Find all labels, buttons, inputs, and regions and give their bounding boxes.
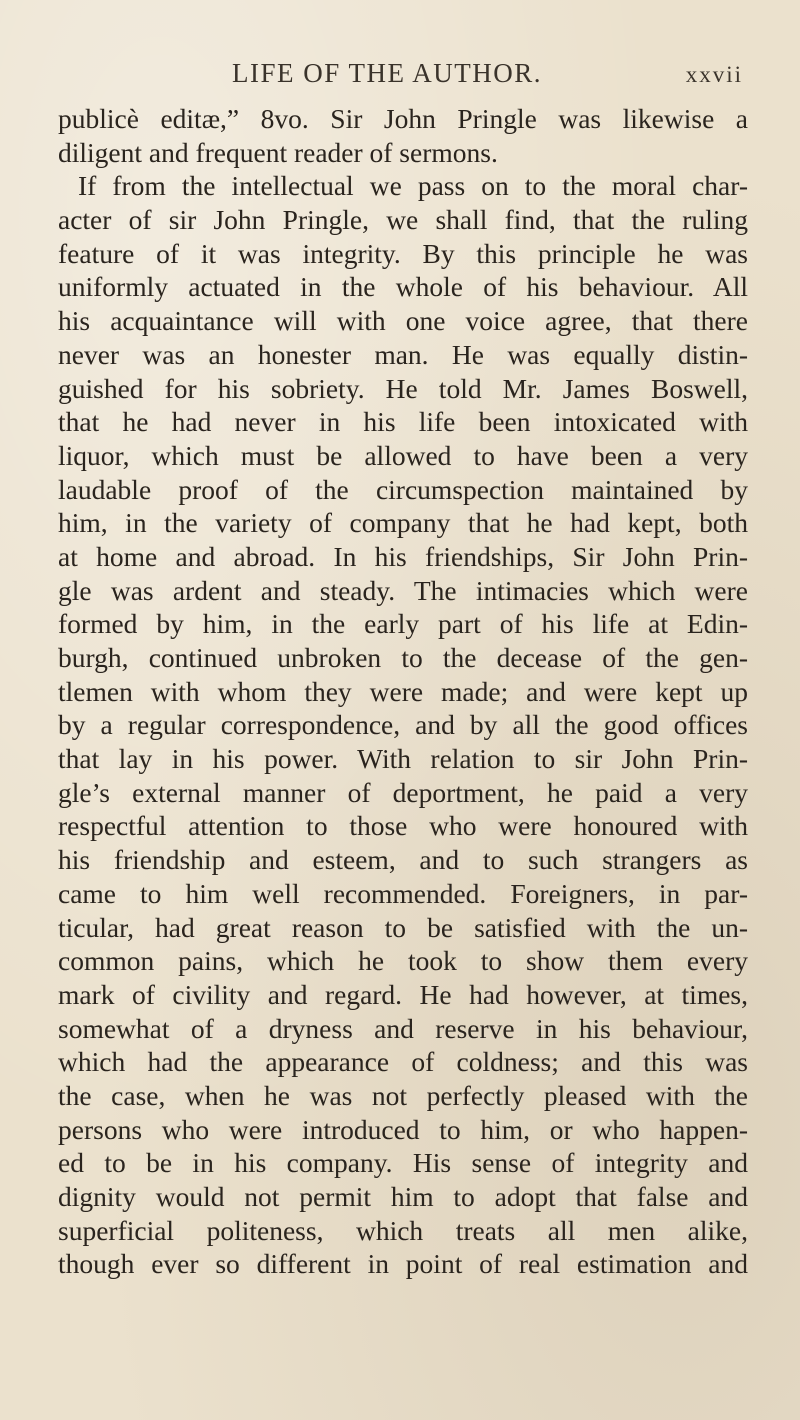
- text-line: common pains, which he took to show them every: [58, 945, 748, 977]
- text-line: uniformly actuated in the whole of his behaviour. All: [58, 271, 748, 303]
- text-line: acter of sir John Pringle, we shall find, that the ruling: [58, 204, 748, 236]
- text-line: guished for his sobriety. He told Mr. James Boswell,: [58, 372, 748, 404]
- text-line: gle’s external manner of deportment, he paid a very: [58, 776, 748, 808]
- text-line: feature of it was integrity. By this principle he was: [58, 237, 748, 269]
- text-line: ed to be in his company. His sense of integrity and: [58, 1147, 748, 1179]
- text-line: diligent and frequent reader of sermons.: [58, 136, 498, 168]
- body-text: [58, 102, 748, 1281]
- text-line: his acquaintance will with one voice agree, that there: [58, 305, 748, 337]
- text-line: though ever so different in point of real estimation and: [58, 1248, 748, 1280]
- text-line: that he had never in his life been intoxicated with: [58, 406, 748, 438]
- running-head: LIFE OF THE AUTHOR.: [232, 58, 543, 88]
- text-line: came to him well recommended. Foreigners, in par-: [58, 877, 748, 909]
- text-line: the case, when he was not perfectly pleased with the: [58, 1079, 748, 1111]
- text-line: that lay in his power. With relation to sir John Prin-: [58, 743, 748, 775]
- text-line: formed by him, in the early part of his life at Edin-: [58, 608, 748, 640]
- text-line: persons who were introduced to him, or who happen-: [58, 1113, 748, 1145]
- text-line: If from the intellectual we pass on to the moral char-: [78, 170, 748, 202]
- page-number: xxvii: [685, 62, 743, 87]
- text-line: mark of civility and regard. He had however, at times,: [58, 978, 748, 1010]
- text-line: gle was ardent and steady. The intimacies which were: [58, 574, 748, 606]
- text-line: ticular, had great reason to be satisfied with the un-: [58, 911, 748, 943]
- text-line: publicè editæ,” 8vo. Sir John Pringle was likewise a: [58, 103, 748, 134]
- text-line: his friendship and esteem, and to such strangers as: [58, 844, 748, 876]
- text-line: which had the appearance of coldness; and this was: [58, 1046, 748, 1078]
- text-line: burgh, continued unbroken to the decease of the gen-: [58, 642, 748, 673]
- text-line: dignity would not permit him to adopt that false and: [58, 1181, 748, 1212]
- text-line: at home and abroad. In his friendships, Sir John Prin-: [58, 540, 748, 572]
- text-line: laudable proof of the circumspection maintained by: [58, 473, 748, 505]
- text-line: him, in the variety of company that he had kept, both: [58, 507, 748, 539]
- text-line: liquor, which must be allowed to have been a very: [58, 439, 748, 471]
- text-line: never was an honester man. He was equally distin-: [58, 338, 748, 370]
- page-header: [0, 58, 800, 98]
- text-line: respectful attention to those who were honoured with: [58, 810, 748, 842]
- text-line: somewhat of a dryness and reserve in his behaviour,: [58, 1012, 748, 1044]
- text-line: superficial politeness, which treats all men alike,: [58, 1214, 748, 1246]
- text-line: tlemen with whom they were made; and were kept up: [58, 675, 748, 707]
- text-line: by a regular correspondence, and by all the good offices: [58, 709, 748, 741]
